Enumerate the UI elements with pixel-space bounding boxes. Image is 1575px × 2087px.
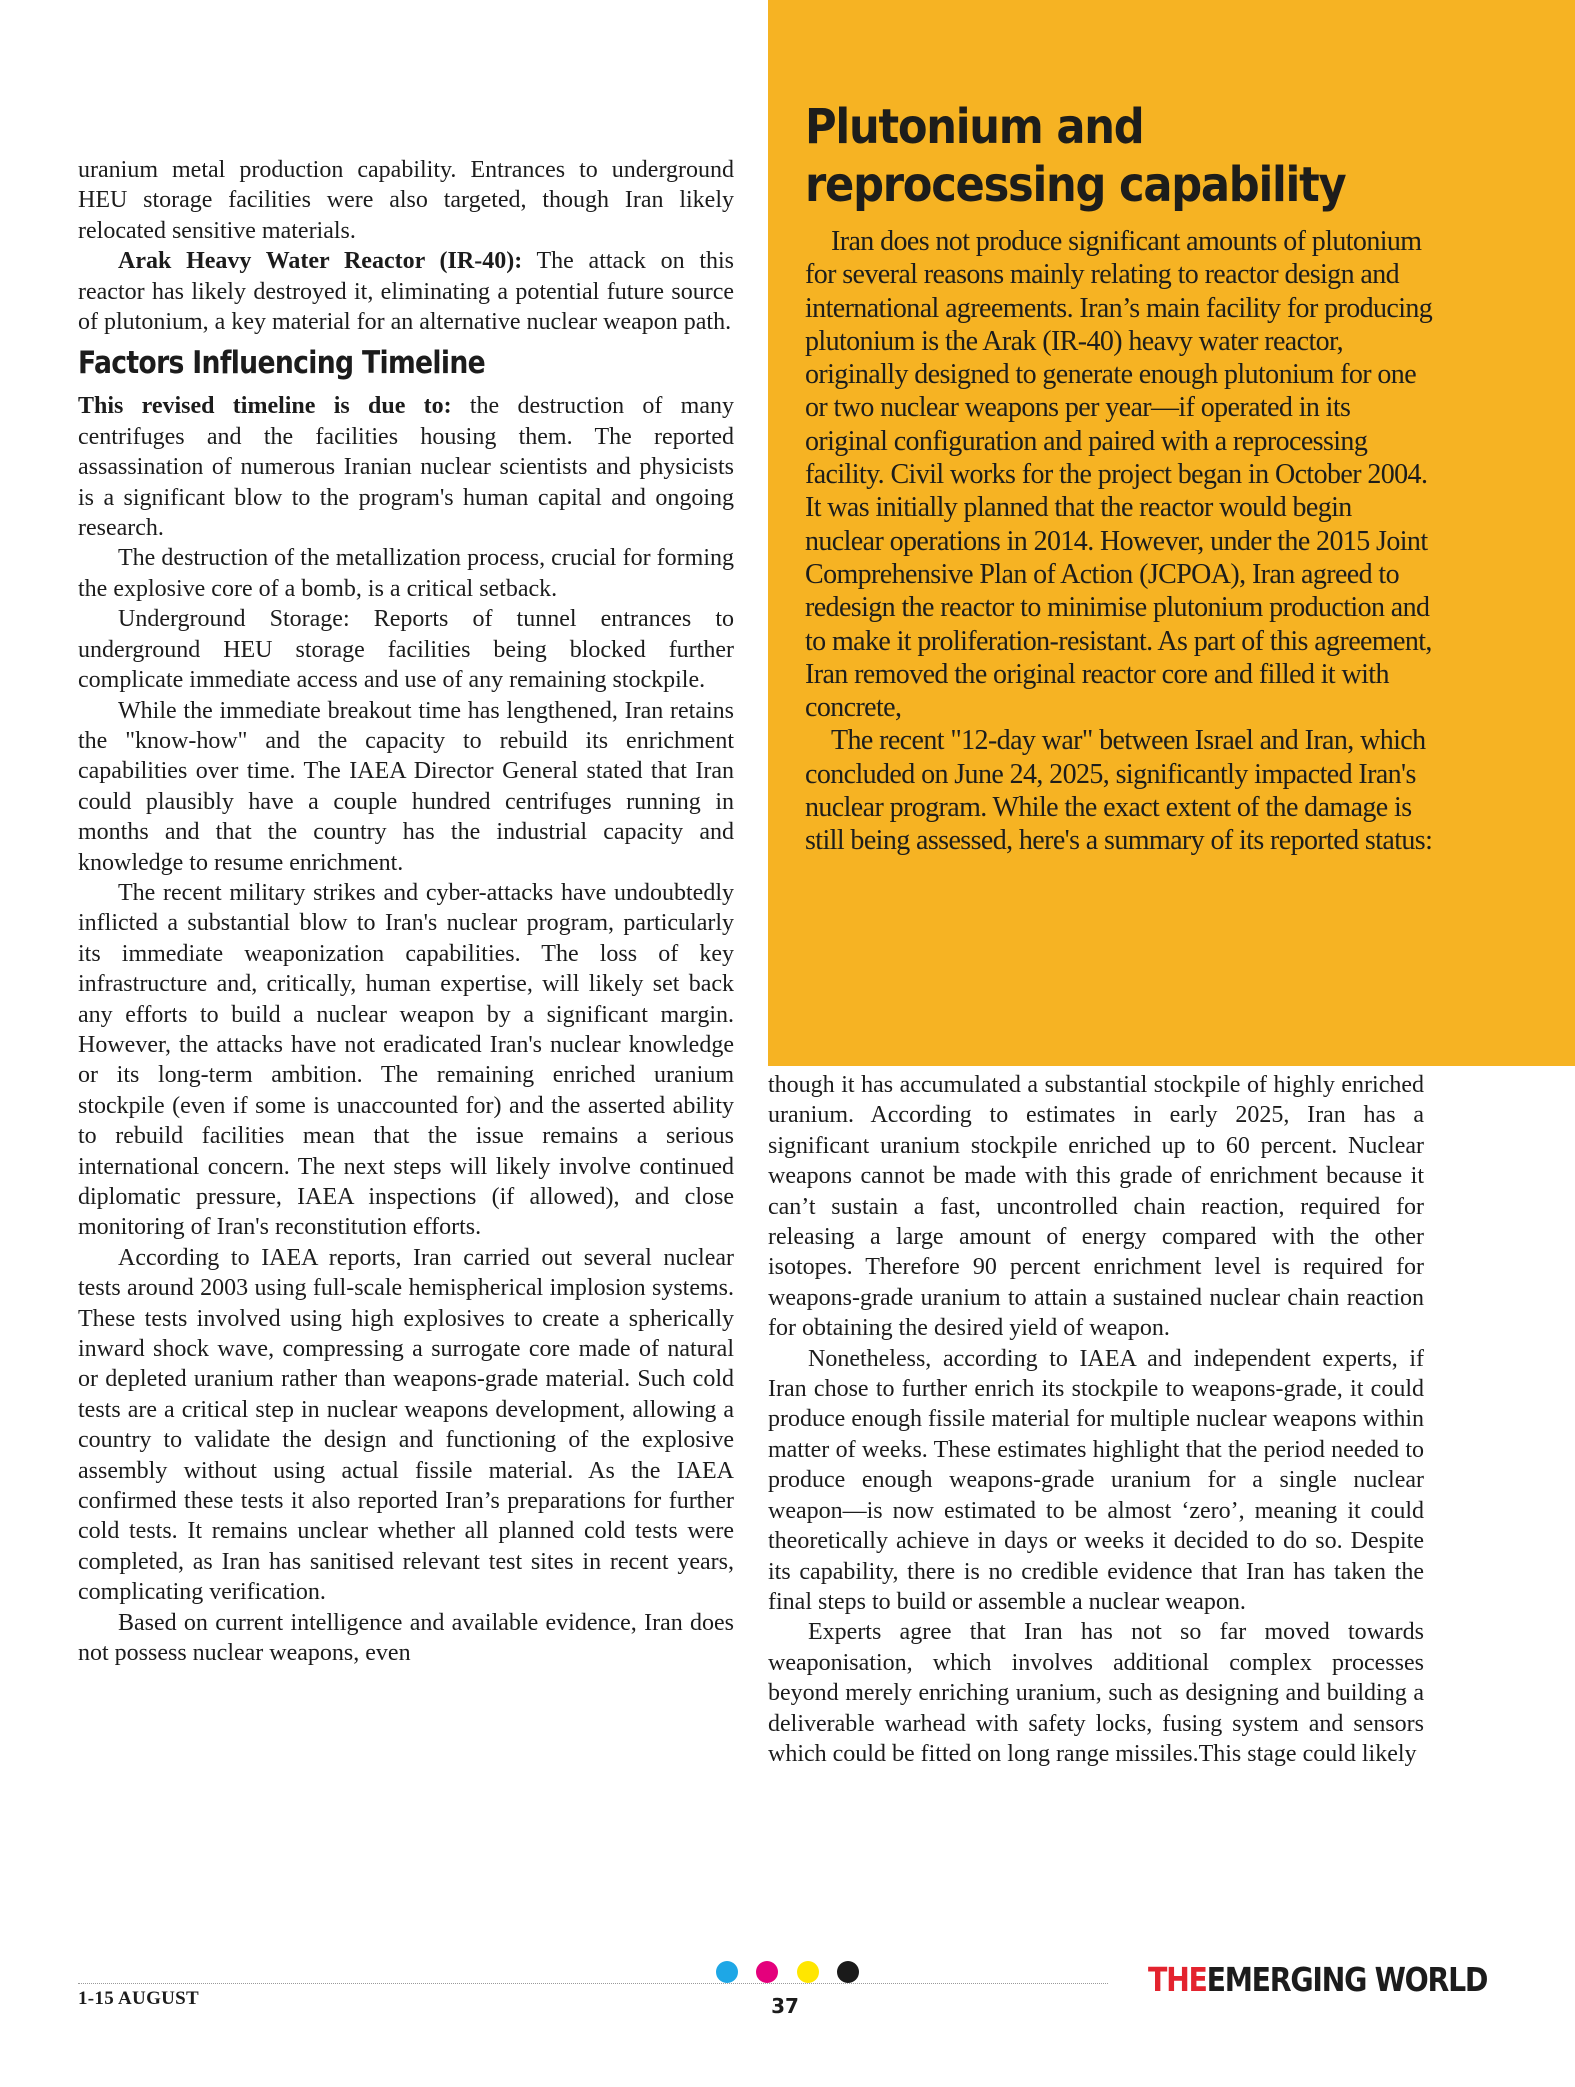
article-paragraph: uranium metal production capability. Entrances to underground HEU storage facilities were also targeted, though Iran likely relocated sensitive materials. [78,157,734,244]
page-number: 37 [771,1994,799,2018]
article-paragraph [78,391,734,543]
sidebar-body [805,225,1435,858]
article-paragraph: Nonetheless, according to IAEA and independent experts, if Iran chose to further enrich its stockpile to weapons-grade, it could produce enough fissile material for multiple nuclear weapons within matter of weeks. These estimates highlight that the period needed to produce enough weapons-grade uranium for a single nuclear weapon—is now estimated to be almost ‘zero’, meaning it could theoretically achieve in days or weeks it decided to do so. Despite its capability, there is no credible evidence that Iran has taken the final steps to build or assemble a nuclear weapon. [768,1345,1424,1615]
paragraph-lead: Arak Heavy Water Reactor (IR-40): [118,248,523,275]
sidebar-paragraph: The recent "12-day war" between Israel and Iran, which concluded on June 24, 2025, significantly impacted Iran's nuclear program. While the exact extent of the damage is still being assessed, here's a summary of its reported status: [805,725,1433,857]
registration-dot-black [837,1961,859,1983]
left-column [78,155,734,1669]
article-paragraph: Experts agree that Iran has not so far moved towards weaponisation, which involves additional complex processes beyond merely enriching uranium, such as designing and building a deliverable warhead with safety locks, fusing system and sensors which could be fitted on long range missiles.This stage could likely [768,1619,1424,1767]
sidebar-paragraph: Iran does not produce significant amounts of plutonium for several reasons mainly relating to reactor design and international agreements. Iran’s main facility for producing plutonium is the Arak (IR-40) heavy water reactor, originally designed to generate enough plutonium for one or two nuclear weapons per year—if operated in its original configuration and paired with a reprocessing facility. Civil works for the project began in October 2004. It was initially planned that the reactor would begin nuclear operations in 2014. However, under the 2015 Joint Comprehensive Plan of Action (JCPOA), Iran agreed to redesign the reactor to minimise plutonium production and to make it proliferation-resistant. As part of this agreement, Iran removed the original reactor core and filled it with concrete, [805,226,1433,724]
article-paragraph: though it has accumulated a substantial stockpile of highly enriched uranium. According to estimates in early 2025, Iran has a significant uranium stockpile enriched up to 60 percent. Nuclear weapons cannot be made with this grade of enrichment because it can’t sustain a fast, uncontrolled chain reaction, required for releasing a large amount of energy compared with the other isotopes. Therefore 90 percent enrichment level is required for weapons-grade uranium to attain a sustained nuclear chain reaction for obtaining the desired yield of weapon. [768,1072,1424,1342]
brand-logo [1148,1960,1487,1999]
article-paragraph: Underground Storage: Reports of tunnel entrances to underground HEU storage facilities being blocked further complicate immediate access and use of any remaining stockpile. [78,606,734,694]
registration-dot-yellow [797,1961,819,1983]
right-column [768,1070,1424,1769]
sidebar-title [805,98,1489,214]
brand-rest: EMERGING WORLD [1206,1960,1488,1999]
article-paragraph: Based on current intelligence and available evidence, Iran does not possess nuclear weapons, even [78,1609,734,1667]
registration-dot-magenta [756,1961,778,1983]
section-heading: Factors Influencing Timeline [78,345,486,382]
article-paragraph: According to IAEA reports, Iran carried out several nuclear tests around 2003 using full-scale hemispherical implosion systems. These tests involved using high explosives to create a spherically inward shock wave, compressing a surrogate core made of natural or depleted uranium rather than weapons-grade material. Such cold tests are a critical step in nuclear weapons development, allowing a country to validate the design and functioning of the explosive assembly without using actual fissile material. As the IAEA confirmed these tests it also reported Iran’s preparations for further cold tests. It remains unclear whether all planned cold tests were completed, as Iran has sanitised relevant test sites in recent years, complicating verification. [78,1244,734,1606]
brand-the: THE [1148,1960,1207,1999]
paragraph-text: The attack on this reactor has likely destroyed it, eliminating a potential future source of plutonium, a key material for an alternative nuclear weapon path. [78,248,734,336]
article-paragraph: While the immediate breakout time has lengthened, Iran retains the "know-how" and the capacity to rebuild its enrichment capabilities over time. The IAEA Director General stated that Iran could plausibly have a couple hundred centrifuges running in months and that the country has the industrial capacity and knowledge to resume enrichment. [78,697,734,876]
sidebar-title-line1: Plutonium and [805,99,1144,155]
footer-rule [78,1983,1108,1984]
paragraph-text: the destruction of many centrifuges and the facilities housing them. The reported assassination of numerous Iranian nuclear scientists and physicists is a significant blow to the program's human capital and ongoing research. [78,393,734,542]
sidebar-title-line2: reprocessing capability [805,157,1346,213]
paragraph-lead: This revised timeline is due to: [78,393,452,420]
article-paragraph: The destruction of the metallization process, crucial for forming the explosive core of a bomb, is a critical setback. [78,545,734,602]
registration-dot-cyan [716,1961,738,1983]
article-paragraph [78,246,734,337]
issue-date: 1-15 AUGUST [78,1988,200,2009]
article-paragraph: The recent military strikes and cyber-attacks have undoubtedly inflicted a substantial blow to Iran's nuclear program, particularly its immediate weaponization capabilities. The loss of key infrastructure and, critically, human expertise, will likely set back any efforts to build a nuclear weapon by a significant margin. However, the attacks have not eradicated Iran's nuclear knowledge or its long-term ambition. The remaining enriched uranium stockpile (even if some is unaccounted for) and the asserted ability to rebuild facilities mean that the issue remains a serious international concern. The next steps will likely involve continued diplomatic pressure, IAEA inspections (if allowed), and close monitoring of Iran's reconstitution efforts. [78,879,734,1241]
